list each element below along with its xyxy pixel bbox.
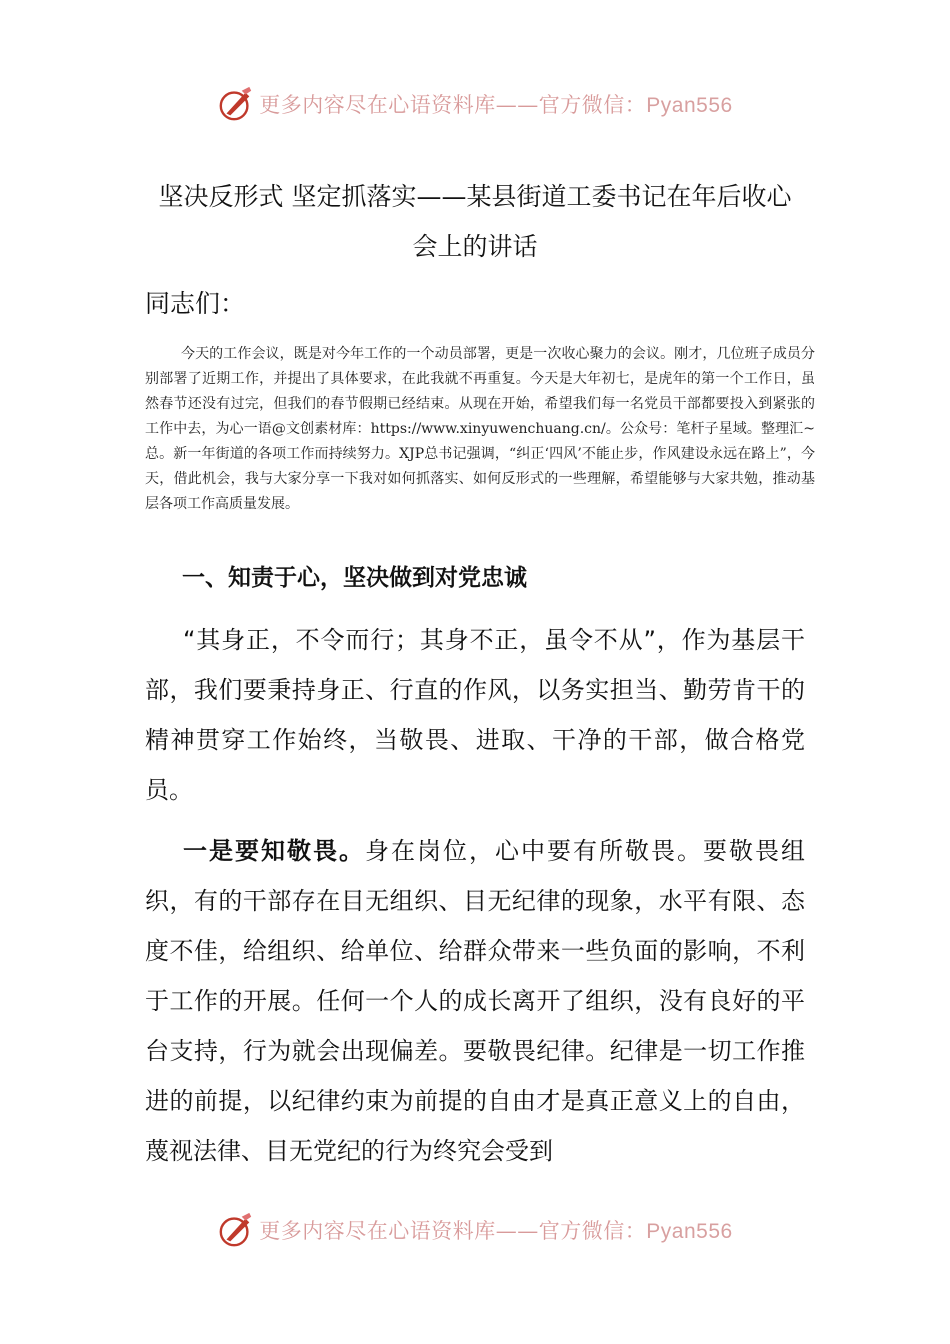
body-paragraph-1: “其身正，不令而行；其身不正，虽令不从”，作为基层干部，我们要秉持身正、行直的作风，以务实担当、勤劳肯干的精神贯穿工作始终，当敬畏、进取、干净的干部，做合格党员。 [145,626,805,804]
title-line-1: 坚决反形式 坚定抓落实——某县街道工委书记在年后收心 [158,182,792,211]
pen-logo-icon [217,85,255,123]
document-title [120,172,830,272]
wechat-id: Pyan556 [646,94,733,117]
footer-banner [0,1208,950,1252]
pen-logo-icon [217,1211,255,1249]
greeting: 同志们： [145,289,246,318]
title-line-2: 会上的讲话 [412,232,538,261]
intro-paragraph: 今天的工作会议，既是对今年工作的一个动员部署，更是一次收心聚力的会议。刚才，几位班子成员分别部署了近期工作，并提出了具体要求，在此我就不再重复。今天是大年初七，是虎年的第一个工作日，虽然春节还没有过完，但我们的春节假期已经结束。从现在开始，希望我们每一名党员干部都要投入到紧张的工作中去，为心一语@文创素材库：https://www.xinyuwenchuang.cn/。公众号：笔杆子星域。整理汇~总。新一年街道的各项工作而持续努力。XJP总书记强调，“纠正‘四风’不能止步，作风建设永远在路上”，今天，借此机会，我与大家分享一下我对如何抓落实、如何反形式的一些理解，希望能够与大家共勉，推动基层各项工作高质量发展。 [145,346,815,512]
banner-text: 更多内容尽在心语资料库——官方微信：Pyan556 [259,93,733,117]
body-paragraph-2 [145,826,805,1176]
header-banner [0,82,950,126]
section-heading-1: 一、知责于心，坚决做到对党忠诚 [182,565,527,591]
banner-text: 更多内容尽在心语资料库——官方微信：Pyan556 [259,1219,733,1243]
wechat-id: Pyan556 [646,1220,733,1243]
paragraph-lead: 一是要知敬畏。 [183,837,365,865]
paragraph-body: 身在岗位，心中要有所敬畏。要敬畏组织，有的干部存在目无组织、目无纪律的现象，水平有限、态度不佳，给组织、给单位、给群众带来一些负面的影响，不利于工作的开展。任何一个人的成长离开了组织，没有良好的平台支持，行为就会出现偏差。要敬畏纪律。纪律是一切工作推进的前提，以纪律约束为前提的自由才是真正意义上的自由，蔑视法律、目无党纪的行为终究会受到 [145,837,805,1165]
